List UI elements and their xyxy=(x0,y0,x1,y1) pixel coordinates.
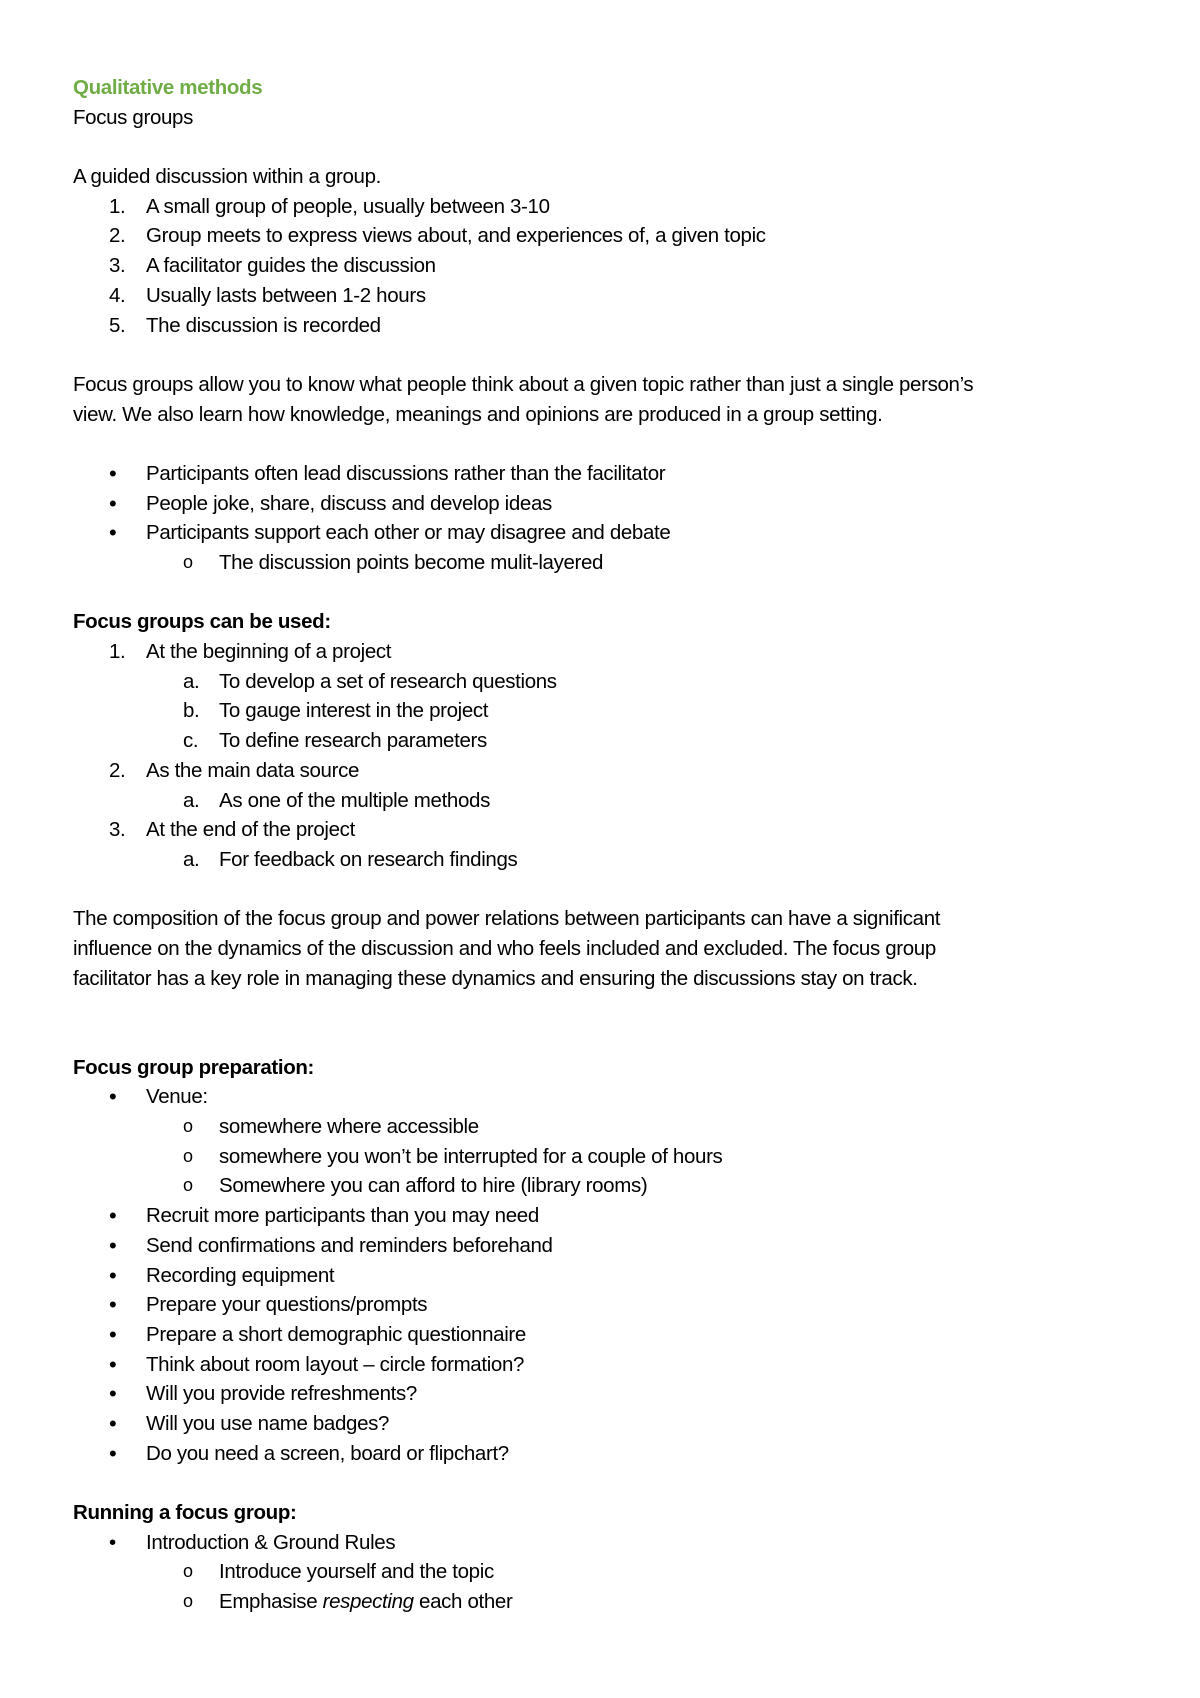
bullet-item xyxy=(73,1082,1133,1112)
bullet-text: Prepare your questions/prompts xyxy=(146,1293,428,1317)
circle-bullet-icon: o xyxy=(183,552,193,572)
paragraph-line: The composition of the focus group and power relations between participants can have a significant xyxy=(73,907,941,931)
list-item-text: As the main data source xyxy=(146,758,360,782)
bullet-icon: • xyxy=(109,1381,117,1407)
bullet-text-before: Emphasise xyxy=(219,1590,323,1614)
paragraph-line: influence on the dynamics of the discussion and who feels included and excluded. The focus group xyxy=(73,936,936,960)
document-content xyxy=(73,73,1133,1617)
preparation-heading: Focus group preparation: xyxy=(73,1055,315,1079)
list-letter: a. xyxy=(183,847,200,871)
sub-bullet-item xyxy=(73,1587,1133,1617)
bullet-text: Participants support each other or may disagree and debate xyxy=(146,521,671,545)
sub-bullet-item xyxy=(73,1557,1133,1587)
list-number: 4. xyxy=(109,283,126,307)
bullet-text: Recording equipment xyxy=(146,1263,335,1287)
bullet-text: Do you need a screen, board or flipchart? xyxy=(146,1441,509,1465)
bullet-icon: • xyxy=(109,1084,117,1110)
sub-bullet-item xyxy=(73,1112,1133,1142)
bullet-text: Prepare a short demographic questionnaire xyxy=(146,1322,526,1346)
bullet-item xyxy=(73,1528,1133,1558)
sub-list-item xyxy=(73,696,1133,726)
bullet-icon: • xyxy=(109,1232,117,1258)
bullet-icon: • xyxy=(109,460,117,486)
bullet-item xyxy=(73,1409,1133,1439)
bullet-text: Will you provide refreshments? xyxy=(146,1382,417,1406)
list-item-text: As one of the multiple methods xyxy=(219,788,490,812)
spacer xyxy=(73,429,1133,459)
bullet-item xyxy=(73,489,1133,519)
bullet-text: Participants often lead discussions rather than the facilitator xyxy=(146,461,666,485)
list-item xyxy=(73,756,1133,786)
bullet-text: People joke, share, discuss and develop ideas xyxy=(146,491,552,515)
uses-heading: Focus groups can be used: xyxy=(73,610,331,634)
list-item xyxy=(73,251,1133,281)
intro-numbered-list xyxy=(73,192,1133,340)
paragraph-line: view. We also learn how knowledge, meanings and opinions are produced in a group setting. xyxy=(73,402,883,426)
list-number: 1. xyxy=(109,194,126,218)
bullet-text: The discussion points become mulit-layered xyxy=(219,551,604,574)
bullet-text: Will you use name badges? xyxy=(146,1411,390,1435)
bullet-icon: • xyxy=(109,1203,117,1229)
bullet-item xyxy=(73,1350,1133,1380)
sub-list-item xyxy=(73,667,1133,697)
paragraph-line: Focus groups allow you to know what people think about a given topic rather than just a single person’s xyxy=(73,372,974,396)
bullet-icon: • xyxy=(109,490,117,516)
bullet-item xyxy=(73,1320,1133,1350)
spacer xyxy=(73,875,1133,905)
spacer xyxy=(73,993,1133,1023)
sub-bullet-item xyxy=(73,1171,1133,1201)
list-number: 1. xyxy=(109,640,126,664)
bullet-icon: • xyxy=(109,520,117,546)
list-letter: b. xyxy=(183,699,200,723)
list-number: 3. xyxy=(109,818,126,842)
sub-list-item xyxy=(73,726,1133,756)
sub-bullet-item xyxy=(73,548,1133,578)
list-number: 2. xyxy=(109,224,126,248)
list-letter: a. xyxy=(183,788,200,812)
spacer xyxy=(73,132,1133,162)
bullet-text: Somewhere you can afford to hire (library rooms) xyxy=(219,1174,648,1198)
circle-bullet-icon: o xyxy=(183,1145,193,1166)
list-item-text: A facilitator guides the discussion xyxy=(146,254,436,278)
list-item-text: A small group of people, usually between 3-10 xyxy=(146,194,550,218)
bullet-icon: • xyxy=(109,1292,117,1318)
list-item xyxy=(73,815,1133,845)
spacer xyxy=(73,1468,1133,1498)
bullet-item xyxy=(73,518,1133,548)
list-item-text: At the end of the project xyxy=(146,818,355,842)
bullet-item xyxy=(73,1379,1133,1409)
circle-bullet-icon: o xyxy=(183,1561,193,1582)
bullet-text: somewhere where accessible xyxy=(219,1115,479,1139)
bullet-text-after: each other xyxy=(413,1590,513,1614)
intro-text: A guided discussion within a group. xyxy=(73,165,381,189)
bullet-icon: • xyxy=(109,1351,117,1377)
list-item-text: Group meets to express views about, and experiences of, a given topic xyxy=(146,224,766,248)
list-item xyxy=(73,221,1133,251)
bullet-item xyxy=(73,1201,1133,1231)
list-item xyxy=(73,281,1133,311)
bullet-text: Introduce yourself and the topic xyxy=(219,1560,494,1584)
bullet-item xyxy=(73,459,1133,489)
list-item-text: Usually lasts between 1-2 hours xyxy=(146,283,426,307)
bullet-text: Recruit more participants than you may need xyxy=(146,1204,539,1228)
spacer xyxy=(73,340,1133,370)
list-item-text: For feedback on research findings xyxy=(219,847,518,871)
bullet-text: Introduction & Ground Rules xyxy=(146,1530,396,1554)
bullet-icon: • xyxy=(109,1410,117,1436)
circle-bullet-icon: o xyxy=(183,1116,193,1137)
list-item-text: To define research parameters xyxy=(219,729,487,753)
bullet-item xyxy=(73,1290,1133,1320)
section-title: Qualitative methods xyxy=(73,76,263,99)
circle-bullet-icon: o xyxy=(183,1175,193,1196)
bullet-icon: • xyxy=(109,1321,117,1347)
list-number: 5. xyxy=(109,313,126,337)
list-item-text: At the beginning of a project xyxy=(146,640,392,664)
bullet-text: somewhere you won’t be interrupted for a couple of hours xyxy=(219,1144,723,1168)
list-number: 3. xyxy=(109,254,126,278)
preparation-list xyxy=(73,1082,1133,1468)
circle-bullet-icon: o xyxy=(183,1591,193,1612)
bullet-item xyxy=(73,1439,1133,1469)
list-item-text: To develop a set of research questions xyxy=(219,669,557,693)
sub-list-item xyxy=(73,786,1133,816)
list-item xyxy=(73,637,1133,667)
bullet-icon: • xyxy=(109,1262,117,1288)
running-heading: Running a focus group: xyxy=(73,1501,297,1524)
bullet-text-emphasis: respecting xyxy=(322,1590,414,1614)
list-item-text: To gauge interest in the project xyxy=(219,699,489,723)
subsection-title: Focus groups xyxy=(73,105,194,129)
running-list xyxy=(73,1528,1133,1617)
spacer xyxy=(73,578,1133,608)
paragraph-line: facilitator has a key role in managing these dynamics and ensuring the discussions stay on track. xyxy=(73,966,918,990)
bullet-text: Think about room layout – circle formation? xyxy=(146,1352,525,1376)
sub-list-item xyxy=(73,845,1133,875)
bullet-item xyxy=(73,1261,1133,1291)
bullet-text: Send confirmations and reminders beforehand xyxy=(146,1233,553,1257)
uses-numbered-list xyxy=(73,637,1133,875)
list-item xyxy=(73,192,1133,222)
list-item xyxy=(73,311,1133,341)
list-item-text: The discussion is recorded xyxy=(146,313,381,337)
bullet-icon: • xyxy=(109,1440,117,1466)
list-number: 2. xyxy=(109,758,126,782)
list-letter: a. xyxy=(183,669,200,693)
bullet-item xyxy=(73,1231,1133,1261)
list-letter: c. xyxy=(183,729,199,753)
bullet-text: Venue: xyxy=(146,1085,208,1109)
sub-bullet-item xyxy=(73,1142,1133,1172)
spacer xyxy=(73,1023,1133,1053)
bullet-icon: • xyxy=(109,1530,116,1554)
bullet-list xyxy=(73,459,1133,578)
